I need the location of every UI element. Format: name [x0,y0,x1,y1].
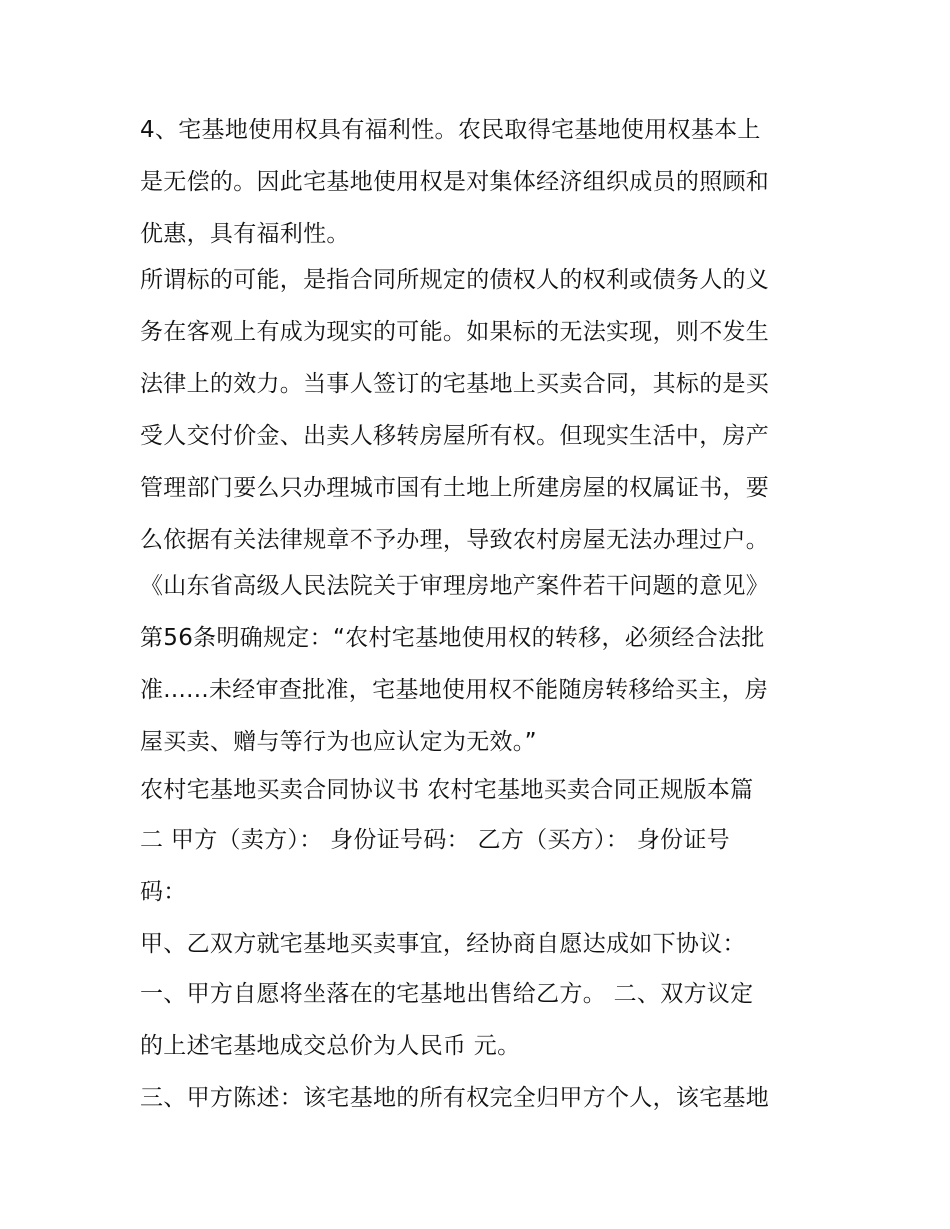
text-line: 准......未经审查批准，宅基地使用权不能随房转移给买主，房 [140,677,769,703]
text-line: 第56条明确规定：“农村宅基地使用权的转移，必须经合法批 [140,625,765,651]
text-line: 农村宅基地买卖合同协议书 农村宅基地买卖合同正规版本篇 [140,777,754,803]
text-line: 所谓标的可能，是指合同所规定的债权人的权利或债务人的义 [140,267,770,293]
text-line: 二 甲方（卖方）： 身份证号码： 乙方（买方）： 身份证号 [140,827,730,853]
text-line: 的上述宅基地成交总价为人民币 元。 [140,1033,521,1059]
text-line: 优惠，具有福利性。 [140,221,350,247]
text-line: 4、宅基地使用权具有福利性。农民取得宅基地使用权基本上 [140,117,761,143]
text-line: 法律上的效力。当事人签订的宅基地上买卖合同，其标的是买 [140,371,770,397]
text-line: 管理部门要么只办理城市国有土地上所建房屋的权属证书，要 [140,475,770,501]
text-line: 屋买卖、赠与等行为也应认定为无效。” [140,729,537,755]
text-line: 受人交付价金、出卖人移转房屋所有权。但现实生活中，房产 [140,423,770,449]
text-line: 码： [140,879,187,905]
text-line: 甲、乙双方就宅基地买卖事宜，经协商自愿达成如下协议： [140,931,746,957]
text-line: 务在客观上有成为现实的可能。如果标的无法实现，则不发生 [140,319,770,345]
text-line: 《山东省高级人民法院关于审理房地产案件若干问题的意见》 [140,573,770,599]
text-line: 是无偿的。因此宅基地使用权是对集体经济组织成员的照顾和 [140,169,770,195]
text-line: 一、甲方自愿将坐落在的宅基地出售给乙方。 二、双方议定 [140,981,754,1007]
text-line: 么依据有关法律规章不予办理，导致农村房屋无法办理过户。 [140,527,770,553]
text-line: 三、甲方陈述：该宅基地的所有权完全归甲方个人，该宅基地 [140,1085,770,1111]
